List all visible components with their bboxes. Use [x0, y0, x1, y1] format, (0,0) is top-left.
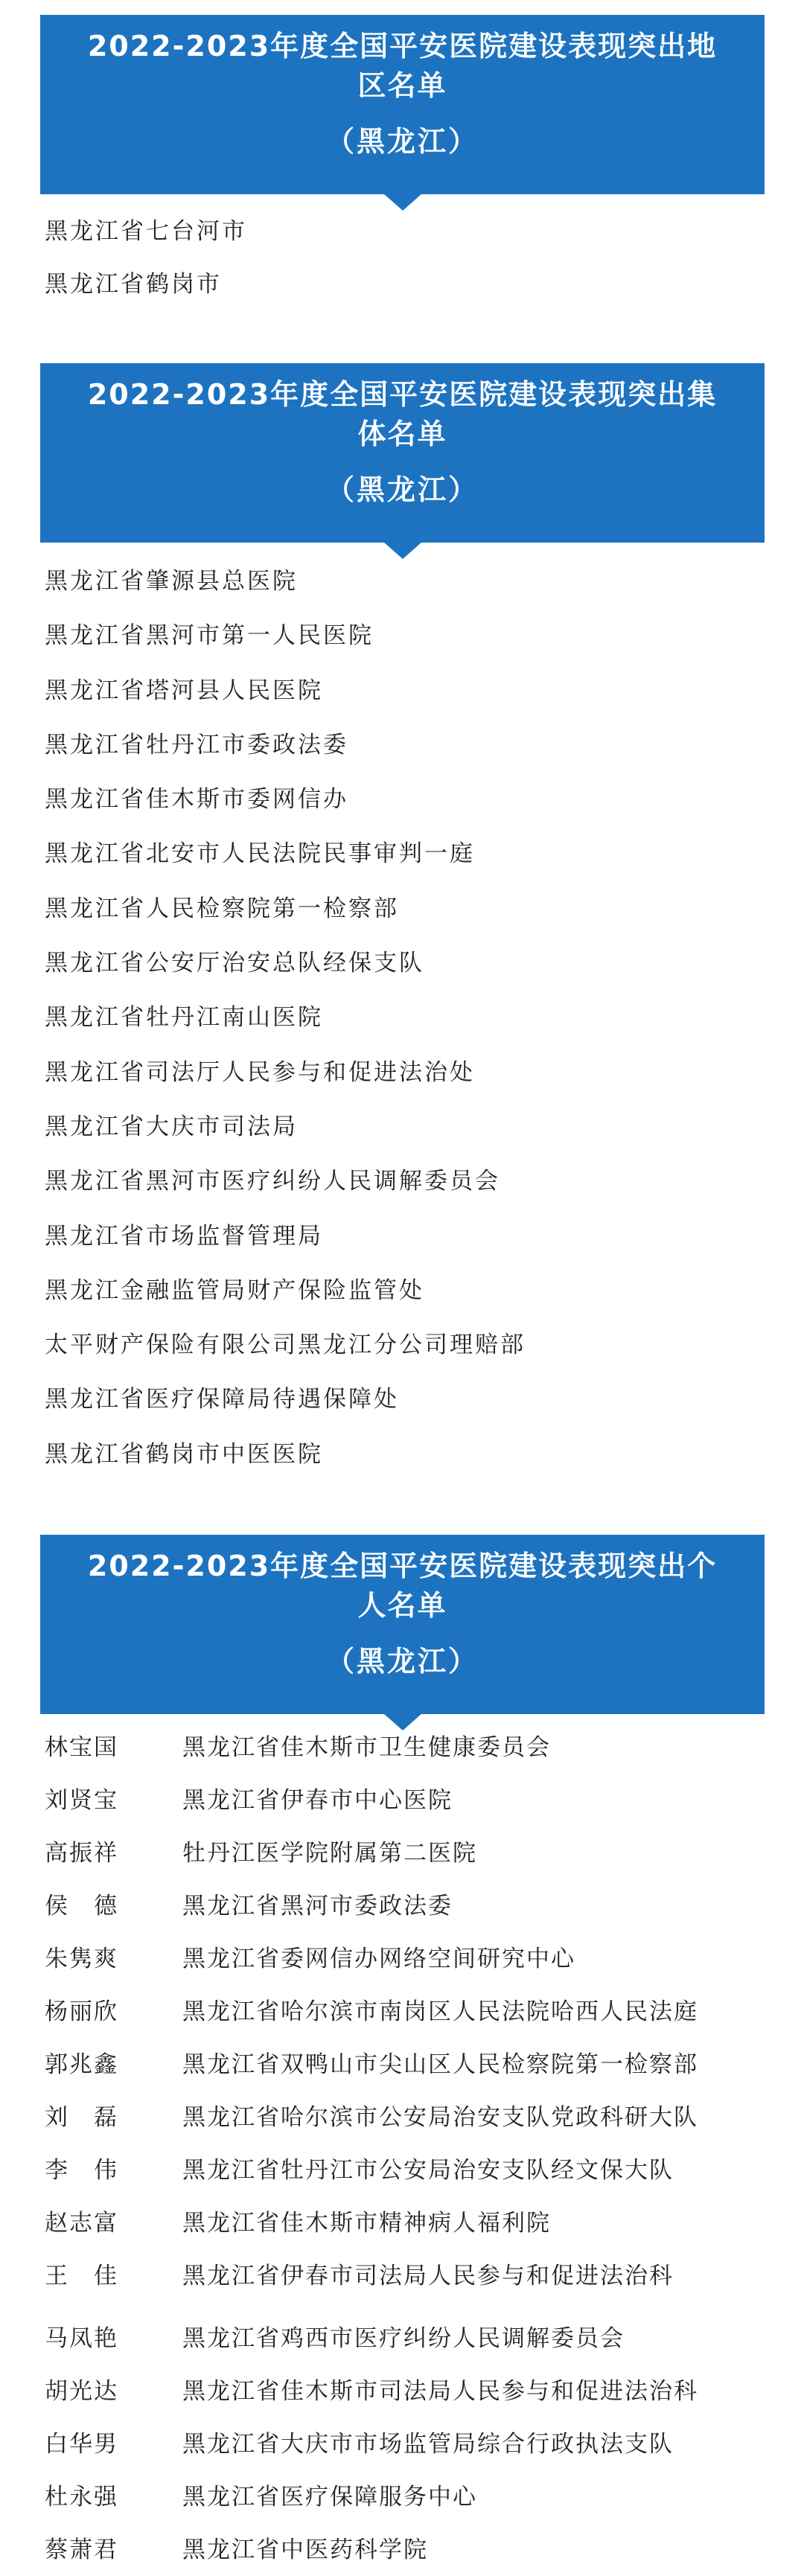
- person-name: 王 佳: [45, 2263, 118, 2289]
- person-name: 侯 德: [45, 1893, 118, 1920]
- person-row: [45, 1946, 698, 1972]
- person-organization: 黑龙江省佳木斯市精神病人福利院: [182, 2210, 551, 2237]
- section-region: （黑龙江）: [325, 125, 479, 158]
- person-name: 李 伟: [45, 2157, 118, 2184]
- person-name: 郭兆鑫: [45, 2051, 118, 2078]
- list-item: 黑龙江省七台河市: [45, 218, 247, 245]
- section-region: （黑龙江）: [325, 1645, 479, 1678]
- person-row: [45, 1998, 698, 2025]
- person-row: [45, 2537, 698, 2563]
- person-name: 刘贤宝: [45, 1787, 118, 1814]
- list-item: 黑龙江省牡丹江市委政法委: [45, 731, 348, 758]
- list-item: 黑龙江省黑河市第一人民医院: [45, 622, 374, 650]
- section-region: （黑龙江）: [325, 473, 479, 506]
- person-organization: 黑龙江省医疗保障服务中心: [182, 2484, 477, 2511]
- person-row: [45, 2104, 698, 2131]
- person-organization: 黑龙江省中医药科学院: [182, 2537, 428, 2563]
- person-row: [45, 2378, 698, 2405]
- person-name: 胡光达: [45, 2378, 118, 2405]
- person-organization: 黑龙江省黑河市委政法委: [182, 1893, 453, 1920]
- list-item: 黑龙江省司法厅人民参与和促进法治处: [45, 1058, 475, 1086]
- person-organization: 黑龙江省哈尔滨市公安局治安支队党政科研大队: [182, 2104, 698, 2131]
- list-item: 黑龙江省公安厅治安总队经保支队: [45, 950, 424, 977]
- list-item: 黑龙江省黑河市医疗纠纷人民调解委员会: [45, 1168, 500, 1195]
- list-item: 黑龙江省市场监督管理局: [45, 1222, 323, 1250]
- section-banner-collectives: [40, 363, 765, 543]
- list-item: 黑龙江省人民检察院第一检察部: [45, 895, 399, 922]
- person-row: [45, 1787, 698, 1814]
- list-item: 黑龙江省医疗保障局待遇保障处: [45, 1386, 399, 1413]
- person-row: [45, 1893, 698, 1920]
- person-row: [45, 1840, 698, 1867]
- person-organization: 黑龙江省伊春市中心医院: [182, 1787, 453, 1814]
- list-item: 黑龙江省鹤岗市中医医院: [45, 1440, 323, 1468]
- list-item: 黑龙江省鹤岗市: [45, 271, 222, 298]
- person-name: 朱隽爽: [45, 1946, 118, 1972]
- section-banner-regions: [40, 15, 765, 194]
- section-banner-individuals: [40, 1535, 765, 1714]
- person-row: [45, 1734, 698, 1761]
- person-organization: 黑龙江省伊春市司法局人民参与和促进法治科: [182, 2263, 674, 2289]
- person-organization: 黑龙江省佳木斯市司法局人民参与和促进法治科: [182, 2378, 698, 2405]
- person-name: 杨丽欣: [45, 1998, 118, 2025]
- region-list: [45, 218, 247, 298]
- person-name: 刘 磊: [45, 2104, 118, 2131]
- person-name: 高振祥: [45, 1840, 118, 1867]
- section-title: 2022-2023年度全国平安医院建设表现突出个人名单: [87, 1550, 718, 1622]
- list-item: 黑龙江省肇源县总医院: [45, 568, 298, 595]
- person-row: [45, 2325, 698, 2352]
- person-name: 杜永强: [45, 2484, 118, 2511]
- section-title: 2022-2023年度全国平安医院建设表现突出集体名单: [87, 378, 718, 450]
- person-organization: 黑龙江省双鸭山市尖山区人民检察院第一检察部: [182, 2051, 698, 2078]
- list-item: 黑龙江省北安市人民法院民事审判一庭: [45, 840, 475, 868]
- person-row: [45, 2484, 698, 2511]
- person-organization: 黑龙江省委网信办网络空间研究中心: [182, 1946, 575, 1972]
- person-row: [45, 2157, 698, 2184]
- person-row: [45, 2431, 698, 2458]
- individual-list: [45, 1734, 698, 2563]
- person-row: [45, 2263, 698, 2289]
- list-item: 黑龙江省塔河县人民医院: [45, 677, 323, 704]
- list-item: 黑龙江省牡丹江南山医院: [45, 1004, 323, 1032]
- list-item: 黑龙江省大庆市司法局: [45, 1113, 298, 1140]
- person-name: 蔡萧君: [45, 2537, 118, 2563]
- person-name: 林宝国: [45, 1734, 118, 1761]
- collective-list: [45, 568, 526, 1468]
- person-row: [45, 2051, 698, 2078]
- person-name: 白华男: [45, 2431, 118, 2458]
- person-organization: 黑龙江省哈尔滨市南岗区人民法院哈西人民法庭: [182, 1998, 698, 2025]
- list-item: 太平财产保险有限公司黑龙江分公司理赔部: [45, 1332, 526, 1359]
- list-item: 黑龙江金融监管局财产保险监管处: [45, 1276, 424, 1304]
- person-name: 赵志富: [45, 2210, 118, 2237]
- person-name: 马凤艳: [45, 2325, 118, 2352]
- section-title: 2022-2023年度全国平安医院建设表现突出地区名单: [87, 30, 718, 102]
- person-organization: 黑龙江省佳木斯市卫生健康委员会: [182, 1734, 551, 1761]
- person-organization: 牡丹江医学院附属第二医院: [182, 1840, 477, 1867]
- person-row: [45, 2210, 698, 2237]
- person-organization: 黑龙江省牡丹江市公安局治安支队经文保大队: [182, 2157, 674, 2184]
- person-organization: 黑龙江省大庆市市场监管局综合行政执法支队: [182, 2431, 674, 2458]
- person-organization: 黑龙江省鸡西市医疗纠纷人民调解委员会: [182, 2325, 625, 2352]
- list-item: 黑龙江省佳木斯市委网信办: [45, 786, 348, 814]
